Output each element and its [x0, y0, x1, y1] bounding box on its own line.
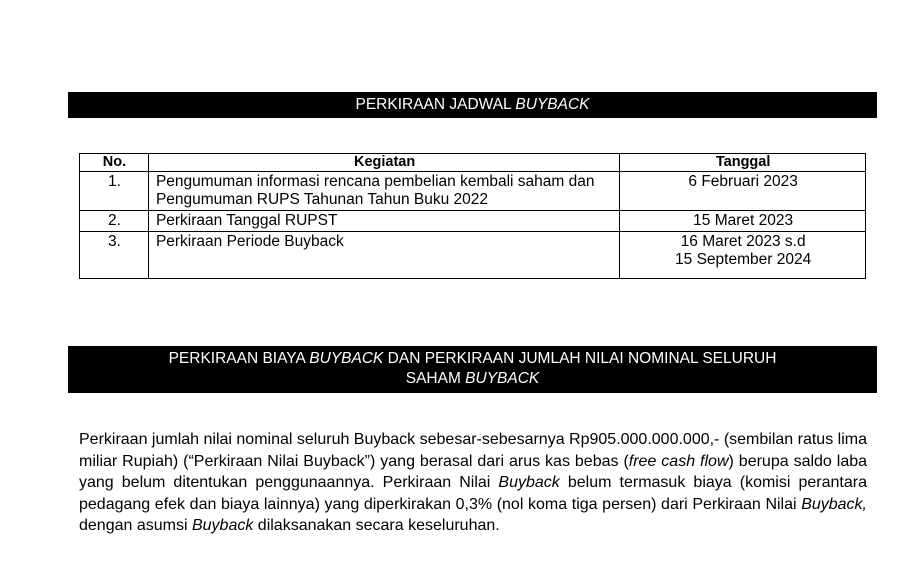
paragraph-text: dengan asumsi	[79, 517, 192, 534]
section-heading-line1	[68, 349, 877, 369]
body-paragraph	[79, 429, 867, 537]
row-tanggal-line1: 6 Februari 2023	[688, 173, 798, 190]
heading-text: PERKIRAAN BIAYA	[168, 350, 310, 367]
section-heading-line2	[68, 369, 877, 389]
column-header-no: No.	[80, 154, 149, 172]
paragraph-text: dilaksanakan secara keseluruhan.	[253, 517, 500, 534]
heading-text: SAHAM	[405, 370, 466, 387]
row-tanggal-line1: 15 Maret 2023	[693, 212, 794, 229]
paragraph-text: ) berupa saldo laba yang belum ditentukan penggunaannya. Perkiraan Nilai	[79, 452, 868, 491]
row-number: 1.	[80, 172, 149, 211]
row-tanggal-line1: 16 Maret 2023 s.d	[680, 233, 806, 250]
row-tanggal-line2: 15 September 2024	[675, 251, 812, 268]
paragraph-italic: Buyback	[191, 517, 254, 534]
column-header-tanggal: Tanggal	[620, 154, 866, 172]
paragraph-italic: Buyback,	[801, 495, 867, 513]
schedule-table	[79, 153, 866, 279]
row-kegiatan: Pengumuman informasi rencana pembelian kembali saham dan Pengumuman RUPS Tahunan Tahun Buku 2022	[148, 172, 619, 211]
row-tanggal	[620, 232, 866, 279]
row-kegiatan: Perkiraan Tanggal RUPST	[148, 211, 619, 232]
section-heading-cost	[68, 346, 877, 393]
section-heading-italic: BUYBACK	[515, 96, 590, 113]
paragraph-text: Perkiraan jumlah nilai nominal seluruh Buyback sebesar-sebesarnya Rp905.000.000.000,- (sembilan ratus lima miliar Rupiah) (“Perkiraan Nilai Buyback”) yang berasal dari arus kas bebas (	[79, 431, 867, 470]
heading-italic: BUYBACK	[465, 370, 540, 387]
row-tanggal	[620, 172, 866, 211]
table-row	[80, 211, 866, 232]
section-heading-text: PERKIRAAN JADWAL	[355, 96, 516, 113]
paragraph-text: belum termasuk biaya (komisi perantara pedagang efek dan biaya lainnya) yang diperkirakan 0,3% (nol koma tiga persen) dari Perkiraan Nilai	[79, 474, 867, 513]
table-header-row	[80, 154, 866, 172]
heading-italic: BUYBACK	[309, 350, 384, 367]
row-kegiatan: Perkiraan Periode Buyback	[148, 232, 619, 279]
column-header-kegiatan: Kegiatan	[148, 154, 619, 172]
row-number: 2.	[80, 211, 149, 232]
section-heading-schedule	[68, 92, 877, 118]
table-row	[80, 232, 866, 279]
table-row	[80, 172, 866, 211]
heading-text: DAN PERKIRAAN JUMLAH NILAI NOMINAL SELURUH	[383, 350, 777, 367]
paragraph-italic: Buyback	[498, 474, 560, 491]
row-number: 3.	[80, 232, 149, 279]
paragraph-italic: free cash flow	[628, 452, 729, 470]
row-tanggal	[620, 211, 866, 232]
